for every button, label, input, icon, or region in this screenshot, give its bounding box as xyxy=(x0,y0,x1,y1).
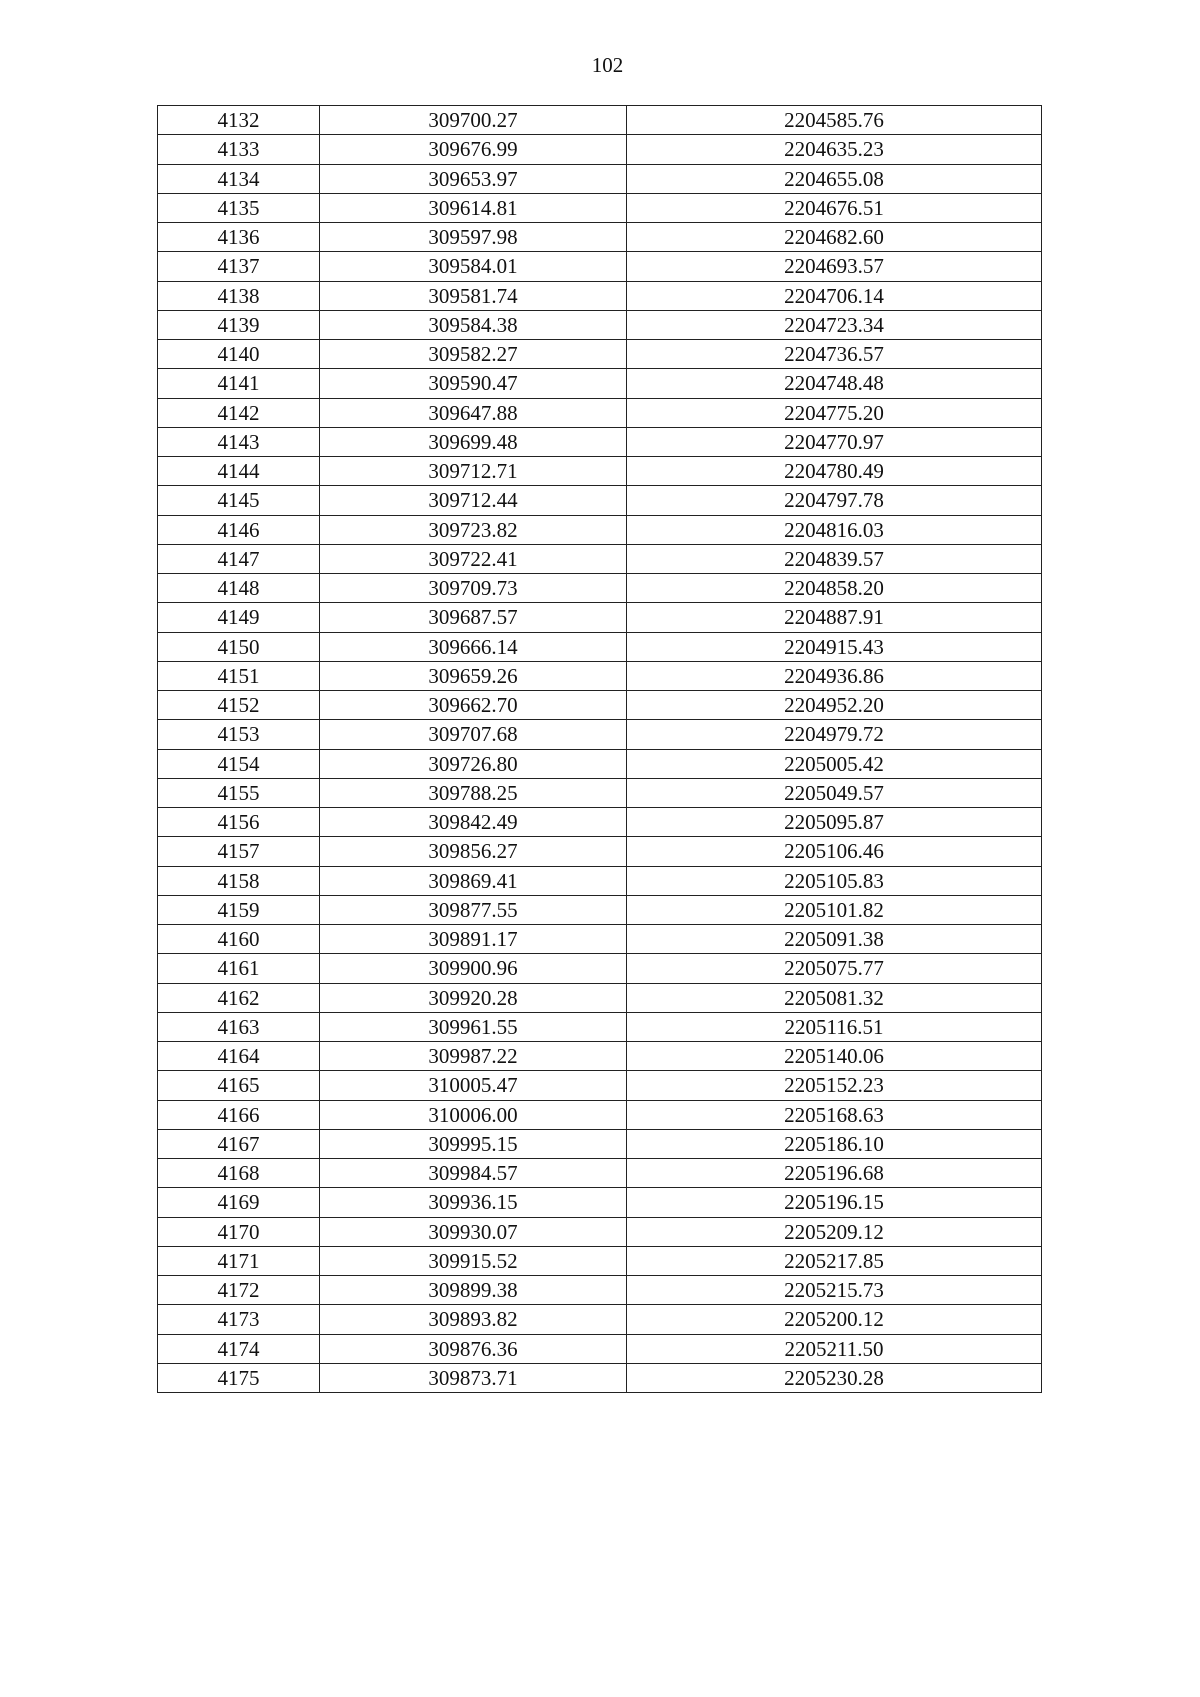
y-coordinate-cell: 2205005.42 xyxy=(627,749,1042,778)
y-coordinate-cell: 2204585.76 xyxy=(627,106,1042,135)
point-number-cell: 4170 xyxy=(158,1217,320,1246)
y-coordinate-cell: 2205168.63 xyxy=(627,1100,1042,1129)
table-row xyxy=(158,106,1042,135)
point-number-cell: 4158 xyxy=(158,866,320,895)
y-coordinate-cell: 2205211.50 xyxy=(627,1334,1042,1363)
table-row xyxy=(158,749,1042,778)
x-coordinate-cell: 309900.96 xyxy=(320,954,627,983)
table-row xyxy=(158,135,1042,164)
x-coordinate-cell: 309842.49 xyxy=(320,808,627,837)
y-coordinate-cell: 2204775.20 xyxy=(627,398,1042,427)
table-row xyxy=(158,1159,1042,1188)
x-coordinate-cell: 309893.82 xyxy=(320,1305,627,1334)
table-row xyxy=(158,223,1042,252)
table-row xyxy=(158,603,1042,632)
x-coordinate-cell: 309930.07 xyxy=(320,1217,627,1246)
point-number-cell: 4165 xyxy=(158,1071,320,1100)
y-coordinate-cell: 2204952.20 xyxy=(627,691,1042,720)
x-coordinate-cell: 309647.88 xyxy=(320,398,627,427)
table-row xyxy=(158,340,1042,369)
table-row xyxy=(158,515,1042,544)
x-coordinate-cell: 309856.27 xyxy=(320,837,627,866)
point-number-cell: 4172 xyxy=(158,1276,320,1305)
point-number-cell: 4146 xyxy=(158,515,320,544)
y-coordinate-cell: 2205081.32 xyxy=(627,983,1042,1012)
point-number-cell: 4150 xyxy=(158,632,320,661)
y-coordinate-cell: 2204936.86 xyxy=(627,661,1042,690)
x-coordinate-cell: 309700.27 xyxy=(320,106,627,135)
point-number-cell: 4173 xyxy=(158,1305,320,1334)
point-number-cell: 4159 xyxy=(158,895,320,924)
point-number-cell: 4162 xyxy=(158,983,320,1012)
table-row xyxy=(158,427,1042,456)
x-coordinate-cell: 309699.48 xyxy=(320,427,627,456)
y-coordinate-cell: 2204797.78 xyxy=(627,486,1042,515)
y-coordinate-cell: 2205200.12 xyxy=(627,1305,1042,1334)
point-number-cell: 4149 xyxy=(158,603,320,632)
coordinate-table xyxy=(157,105,1042,1393)
x-coordinate-cell: 309961.55 xyxy=(320,1012,627,1041)
point-number-cell: 4152 xyxy=(158,691,320,720)
table-row xyxy=(158,544,1042,573)
x-coordinate-cell: 309707.68 xyxy=(320,720,627,749)
table-row xyxy=(158,954,1042,983)
point-number-cell: 4133 xyxy=(158,135,320,164)
x-coordinate-cell: 309891.17 xyxy=(320,925,627,954)
point-number-cell: 4136 xyxy=(158,223,320,252)
x-coordinate-cell: 309666.14 xyxy=(320,632,627,661)
y-coordinate-cell: 2204635.23 xyxy=(627,135,1042,164)
y-coordinate-cell: 2204887.91 xyxy=(627,603,1042,632)
y-coordinate-cell: 2204706.14 xyxy=(627,281,1042,310)
x-coordinate-cell: 309920.28 xyxy=(320,983,627,1012)
table-row xyxy=(158,1071,1042,1100)
y-coordinate-cell: 2205140.06 xyxy=(627,1042,1042,1071)
point-number-cell: 4161 xyxy=(158,954,320,983)
y-coordinate-cell: 2204655.08 xyxy=(627,164,1042,193)
point-number-cell: 4154 xyxy=(158,749,320,778)
point-number-cell: 4135 xyxy=(158,193,320,222)
y-coordinate-cell: 2205116.51 xyxy=(627,1012,1042,1041)
y-coordinate-cell: 2204979.72 xyxy=(627,720,1042,749)
y-coordinate-cell: 2205215.73 xyxy=(627,1276,1042,1305)
x-coordinate-cell: 309899.38 xyxy=(320,1276,627,1305)
point-number-cell: 4147 xyxy=(158,544,320,573)
y-coordinate-cell: 2204915.43 xyxy=(627,632,1042,661)
y-coordinate-cell: 2204682.60 xyxy=(627,223,1042,252)
point-number-cell: 4144 xyxy=(158,457,320,486)
table-row xyxy=(158,866,1042,895)
table-row xyxy=(158,720,1042,749)
x-coordinate-cell: 309984.57 xyxy=(320,1159,627,1188)
y-coordinate-cell: 2204723.34 xyxy=(627,310,1042,339)
point-number-cell: 4132 xyxy=(158,106,320,135)
table-row xyxy=(158,1246,1042,1275)
point-number-cell: 4145 xyxy=(158,486,320,515)
x-coordinate-cell: 309726.80 xyxy=(320,749,627,778)
table-row xyxy=(158,193,1042,222)
y-coordinate-cell: 2204676.51 xyxy=(627,193,1042,222)
point-number-cell: 4169 xyxy=(158,1188,320,1217)
point-number-cell: 4140 xyxy=(158,340,320,369)
table-row xyxy=(158,1188,1042,1217)
x-coordinate-cell: 309676.99 xyxy=(320,135,627,164)
y-coordinate-cell: 2205075.77 xyxy=(627,954,1042,983)
x-coordinate-cell: 309614.81 xyxy=(320,193,627,222)
table-row xyxy=(158,310,1042,339)
table-row xyxy=(158,1334,1042,1363)
table-row xyxy=(158,1363,1042,1392)
x-coordinate-cell: 309877.55 xyxy=(320,895,627,924)
y-coordinate-cell: 2204858.20 xyxy=(627,574,1042,603)
x-coordinate-cell: 309876.36 xyxy=(320,1334,627,1363)
point-number-cell: 4134 xyxy=(158,164,320,193)
point-number-cell: 4155 xyxy=(158,778,320,807)
y-coordinate-cell: 2204839.57 xyxy=(627,544,1042,573)
y-coordinate-cell: 2205196.15 xyxy=(627,1188,1042,1217)
point-number-cell: 4156 xyxy=(158,808,320,837)
y-coordinate-cell: 2205095.87 xyxy=(627,808,1042,837)
point-number-cell: 4142 xyxy=(158,398,320,427)
x-coordinate-cell: 309873.71 xyxy=(320,1363,627,1392)
x-coordinate-cell: 309662.70 xyxy=(320,691,627,720)
y-coordinate-cell: 2205106.46 xyxy=(627,837,1042,866)
point-number-cell: 4143 xyxy=(158,427,320,456)
point-number-cell: 4137 xyxy=(158,252,320,281)
table-row xyxy=(158,1305,1042,1334)
point-number-cell: 4139 xyxy=(158,310,320,339)
point-number-cell: 4167 xyxy=(158,1129,320,1158)
table-row xyxy=(158,164,1042,193)
point-number-cell: 4168 xyxy=(158,1159,320,1188)
y-coordinate-cell: 2205152.23 xyxy=(627,1071,1042,1100)
table-row xyxy=(158,895,1042,924)
table-row xyxy=(158,369,1042,398)
x-coordinate-cell: 309581.74 xyxy=(320,281,627,310)
x-coordinate-cell: 309788.25 xyxy=(320,778,627,807)
table-row xyxy=(158,808,1042,837)
x-coordinate-cell: 309712.44 xyxy=(320,486,627,515)
table-row xyxy=(158,778,1042,807)
x-coordinate-cell: 309687.57 xyxy=(320,603,627,632)
point-number-cell: 4171 xyxy=(158,1246,320,1275)
table-row xyxy=(158,983,1042,1012)
x-coordinate-cell: 309987.22 xyxy=(320,1042,627,1071)
x-coordinate-cell: 309709.73 xyxy=(320,574,627,603)
table-row xyxy=(158,1276,1042,1305)
table-row xyxy=(158,691,1042,720)
x-coordinate-cell: 310006.00 xyxy=(320,1100,627,1129)
x-coordinate-cell: 309653.97 xyxy=(320,164,627,193)
x-coordinate-cell: 310005.47 xyxy=(320,1071,627,1100)
table-row xyxy=(158,1042,1042,1071)
point-number-cell: 4174 xyxy=(158,1334,320,1363)
y-coordinate-cell: 2205186.10 xyxy=(627,1129,1042,1158)
table-row xyxy=(158,281,1042,310)
coordinate-table-body xyxy=(158,106,1042,1393)
x-coordinate-cell: 309722.41 xyxy=(320,544,627,573)
x-coordinate-cell: 309723.82 xyxy=(320,515,627,544)
x-coordinate-cell: 309915.52 xyxy=(320,1246,627,1275)
point-number-cell: 4166 xyxy=(158,1100,320,1129)
x-coordinate-cell: 309869.41 xyxy=(320,866,627,895)
x-coordinate-cell: 309584.01 xyxy=(320,252,627,281)
point-number-cell: 4160 xyxy=(158,925,320,954)
y-coordinate-cell: 2205230.28 xyxy=(627,1363,1042,1392)
point-number-cell: 4141 xyxy=(158,369,320,398)
point-number-cell: 4157 xyxy=(158,837,320,866)
point-number-cell: 4148 xyxy=(158,574,320,603)
x-coordinate-cell: 309597.98 xyxy=(320,223,627,252)
table-row xyxy=(158,457,1042,486)
y-coordinate-cell: 2205101.82 xyxy=(627,895,1042,924)
y-coordinate-cell: 2204748.48 xyxy=(627,369,1042,398)
table-row xyxy=(158,486,1042,515)
table-row xyxy=(158,252,1042,281)
y-coordinate-cell: 2205217.85 xyxy=(627,1246,1042,1275)
y-coordinate-cell: 2205105.83 xyxy=(627,866,1042,895)
y-coordinate-cell: 2205196.68 xyxy=(627,1159,1042,1188)
y-coordinate-cell: 2205049.57 xyxy=(627,778,1042,807)
table-row xyxy=(158,925,1042,954)
x-coordinate-cell: 309584.38 xyxy=(320,310,627,339)
table-row xyxy=(158,1012,1042,1041)
y-coordinate-cell: 2205209.12 xyxy=(627,1217,1042,1246)
table-row xyxy=(158,1217,1042,1246)
table-row xyxy=(158,1100,1042,1129)
y-coordinate-cell: 2204736.57 xyxy=(627,340,1042,369)
x-coordinate-cell: 309936.15 xyxy=(320,1188,627,1217)
table-row xyxy=(158,661,1042,690)
table-row xyxy=(158,1129,1042,1158)
y-coordinate-cell: 2204770.97 xyxy=(627,427,1042,456)
x-coordinate-cell: 309659.26 xyxy=(320,661,627,690)
table-row xyxy=(158,398,1042,427)
y-coordinate-cell: 2205091.38 xyxy=(627,925,1042,954)
point-number-cell: 4138 xyxy=(158,281,320,310)
x-coordinate-cell: 309582.27 xyxy=(320,340,627,369)
table-row xyxy=(158,632,1042,661)
point-number-cell: 4153 xyxy=(158,720,320,749)
point-number-cell: 4164 xyxy=(158,1042,320,1071)
y-coordinate-cell: 2204780.49 xyxy=(627,457,1042,486)
x-coordinate-cell: 309590.47 xyxy=(320,369,627,398)
y-coordinate-cell: 2204693.57 xyxy=(627,252,1042,281)
table-row xyxy=(158,837,1042,866)
x-coordinate-cell: 309712.71 xyxy=(320,457,627,486)
x-coordinate-cell: 309995.15 xyxy=(320,1129,627,1158)
table-row xyxy=(158,574,1042,603)
point-number-cell: 4151 xyxy=(158,661,320,690)
page-number: 102 xyxy=(591,53,624,77)
point-number-cell: 4163 xyxy=(158,1012,320,1041)
y-coordinate-cell: 2204816.03 xyxy=(627,515,1042,544)
point-number-cell: 4175 xyxy=(158,1363,320,1392)
